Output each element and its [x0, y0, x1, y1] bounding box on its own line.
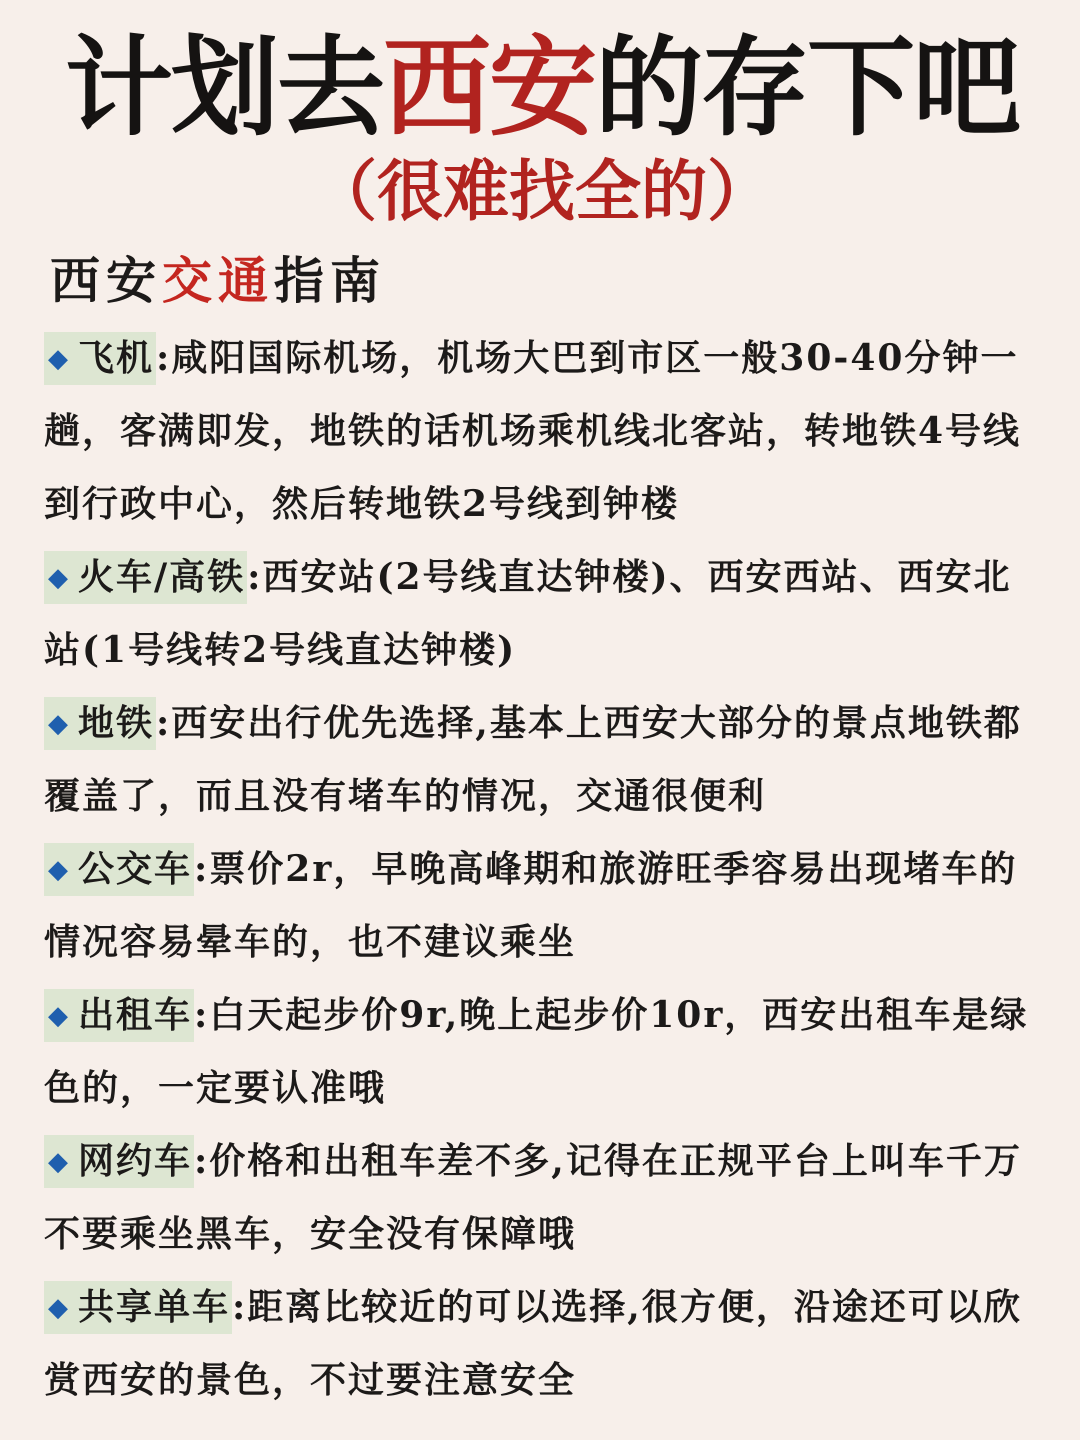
item-tag-label: 网约车: [78, 1140, 193, 1182]
page-subtitle: （很难找全的）: [311, 153, 773, 230]
diamond-icon: ◆: [48, 1147, 70, 1177]
item-tag-label: 飞机: [78, 337, 155, 379]
section-heading-part1: 西安: [50, 251, 162, 310]
diamond-icon: ◆: [48, 1001, 70, 1031]
page-title: [44, 0, 1040, 154]
list-item: [44, 979, 1040, 1125]
list-item: [44, 1125, 1040, 1271]
list-item: [44, 833, 1040, 979]
transport-list: [44, 322, 1040, 1417]
diamond-icon: ◆: [48, 563, 70, 593]
item-text: :票价2r，早晚高峰期和旅游旺季容易出现堵车的情况容易晕车的，也不建议乘坐: [44, 848, 1018, 963]
section-heading: [50, 246, 1040, 320]
item-tag-label: 共享单车: [78, 1286, 231, 1328]
item-tag: [44, 989, 194, 1042]
title-part2: 的存下吧: [595, 26, 1020, 151]
list-item: [44, 1271, 1040, 1417]
item-tag: [44, 332, 156, 385]
item-tag: [44, 697, 156, 750]
item-tag-label: 出租车: [78, 994, 193, 1036]
list-item: [44, 322, 1040, 541]
section-heading-highlight: 交通: [162, 251, 274, 310]
diamond-icon: ◆: [48, 1293, 70, 1323]
title-part1: 计划去: [64, 26, 383, 151]
list-item: [44, 687, 1040, 833]
item-text: :西安出行优先选择,基本上西安大部分的景点地铁都覆盖了，而且没有堵车的情况，交通很便利: [44, 702, 1022, 817]
item-text: :距离比较近的可以选择,很方便，沿途还可以欣赏西安的景色，不过要注意安全: [44, 1286, 1022, 1401]
diamond-icon: ◆: [48, 855, 70, 885]
diamond-icon: ◆: [48, 344, 70, 374]
item-text: :价格和出租车差不多,记得在正规平台上叫车千万不要乘坐黑车，安全没有保障哦: [44, 1140, 1022, 1255]
item-tag: [44, 1135, 194, 1188]
item-tag: [44, 1281, 232, 1334]
item-text: :咸阳国际机场，机场大巴到市区一般30-40分钟一趟，客满即发，地铁的话机场乘机线北客站，转地铁4号线到行政中心，然后转地铁2号线到钟楼: [44, 337, 1022, 525]
item-tag-label: 火车/高铁: [78, 556, 246, 598]
list-item: [44, 541, 1040, 687]
item-tag: [44, 843, 194, 896]
item-tag-label: 公交车: [78, 848, 193, 890]
diamond-icon: ◆: [48, 709, 70, 739]
item-tag: [44, 551, 247, 604]
title-highlight: 西安: [382, 26, 595, 151]
section-heading-part2: 指南: [274, 251, 386, 310]
item-text: :西安站(2号线直达钟楼)、西安西站、西安北站(1号线转2号线直达钟楼): [44, 556, 1012, 671]
item-text: :白天起步价9r,晚上起步价10r，西安出租车是绿色的，一定要认准哦: [44, 994, 1029, 1109]
item-tag-label: 地铁: [78, 702, 155, 744]
